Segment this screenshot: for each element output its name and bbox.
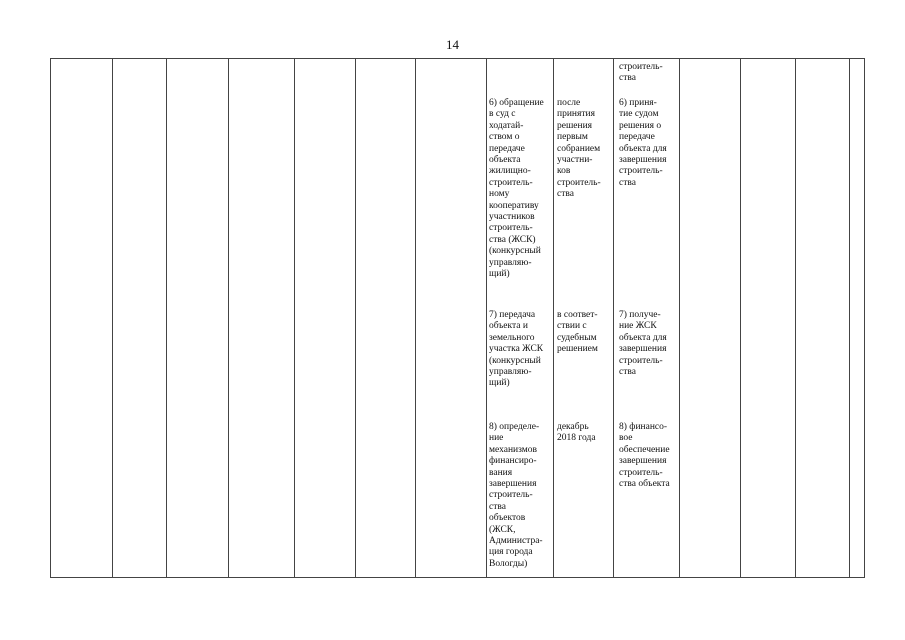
column-divider [553,58,554,578]
action-cell: 7) передача объекта и земельного участка ЖСК (конкурсный управляю- щий) [489,310,544,389]
column-divider [849,58,850,578]
deadline-cell: в соответ- ствии с судебным решением [557,310,598,355]
result-cell: 6) приня- тие судом решения о передаче объекта для завершения строитель- ства [619,98,667,188]
column-divider [166,58,167,578]
column-divider [486,58,487,578]
column-divider [613,58,614,578]
column-divider [228,58,229,578]
column-divider [415,58,416,578]
column-divider [740,58,741,578]
action-cell: 8) определе- ние механизмов финансиро- вания завершения строитель- ства объектов (ЖСК, Администра- ция города Вологды) [489,422,543,569]
page-number: 14 [446,37,459,52]
deadline-cell: после принятия решения первым собранием участни- ков строитель- ства [557,98,601,200]
result-cell: 7) получе- ние ЖСК объекта для завершения строитель- ства [619,310,667,378]
column-divider [679,58,680,578]
result-cell: 8) финансо- вое обеспечение завершения строитель- ства объекта [619,422,670,490]
column-divider [355,58,356,578]
table-frame [50,58,865,578]
result-continuation: строитель- ства [619,62,663,84]
column-divider [294,58,295,578]
action-cell: 6) обращение в суд с ходатай- ством о передаче объекта жилищно- строитель- ному кооперативу участников строитель- ства (ЖСК) (конкурсный управляю- щий) [489,98,544,280]
column-divider [112,58,113,578]
deadline-cell: декабрь 2018 года [557,422,596,444]
column-divider [795,58,796,578]
